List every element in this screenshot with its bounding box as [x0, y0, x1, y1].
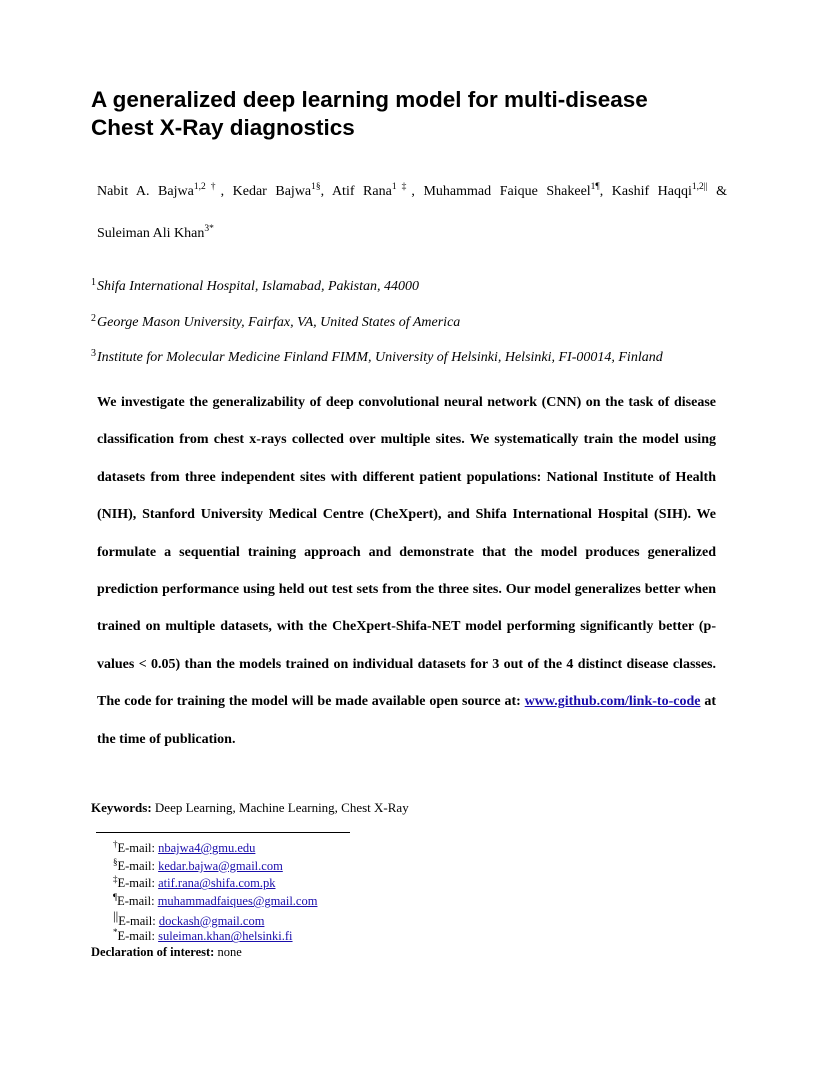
footnote-label: E-mail:	[117, 858, 159, 873]
author-marks: 1,2||	[691, 182, 708, 192]
author-separator: ,	[220, 184, 233, 199]
author-name: Muhammad Faique Shakeel	[423, 184, 591, 199]
footnote-label: E-mail:	[117, 841, 159, 855]
keywords-label: Keywords:	[91, 800, 152, 815]
footnote-mark: †	[113, 839, 118, 849]
affiliation	[91, 270, 731, 306]
author-line-1	[97, 171, 727, 213]
email-link[interactable]: dockash@gmail.com	[158, 913, 265, 928]
footnote-label: E-mail:	[117, 894, 158, 909]
affiliation-number: 1	[91, 277, 96, 288]
affiliation-number: 3	[91, 348, 96, 359]
author-marks: 1§	[311, 182, 321, 192]
footnote-mark: ||	[113, 907, 119, 923]
title-line-2: Chest X-Ray diagnostics	[91, 115, 355, 140]
footnote-mark: *	[113, 927, 118, 938]
footnote	[113, 889, 317, 907]
author-line-2	[97, 213, 727, 255]
footnote	[113, 854, 317, 872]
footnote-mark: §	[113, 856, 118, 867]
email-link[interactable]: atif.rana@shifa.com.pk	[158, 876, 276, 891]
footnote-mark: ¶	[113, 892, 118, 903]
author-marks: 1‡	[391, 182, 412, 192]
author-name: Suleiman Ali Khan	[97, 226, 205, 241]
keywords-value: Deep Learning, Machine Learning, Chest X-Ray	[154, 800, 409, 815]
author-separator: ,	[599, 184, 612, 199]
author-list	[97, 171, 727, 255]
footnote-label: E-mail:	[118, 913, 159, 928]
footnote	[113, 836, 317, 854]
affiliation-text: Institute for Molecular Medicine Finland FIMM, University of Helsinki, Helsinki, FI-00014, Finland	[97, 350, 663, 365]
abstract	[97, 384, 716, 758]
affiliation-list	[91, 270, 731, 377]
code-link[interactable]: www.github.com/link-to-code	[524, 694, 701, 710]
footnote-label: E-mail:	[117, 876, 159, 891]
author-separator: &	[707, 184, 728, 199]
affiliation	[91, 306, 731, 342]
email-link[interactable]: muhammadfaiques@gmail.com	[157, 894, 318, 909]
email-link[interactable]: kedar.bajwa@gmail.com	[158, 858, 283, 873]
footnote	[113, 907, 317, 928]
affiliation-text: Shifa International Hospital, Islamabad, Pakistan, 44000	[97, 279, 419, 294]
affiliation-number: 2	[91, 312, 96, 324]
author-separator: ,	[411, 184, 424, 199]
footnote-divider	[96, 832, 350, 833]
author-marks: 1¶	[590, 182, 600, 192]
footnote	[113, 924, 317, 942]
affiliation	[91, 341, 731, 377]
author-name: Nabit A. Bajwa	[97, 184, 194, 199]
email-link[interactable]: suleiman.khan@helsinki.fi	[158, 929, 293, 944]
affiliation-text: George Mason University, Fairfax, VA, United States of America	[97, 314, 461, 330]
abstract-text: We investigate the generalizability of deep convolutional neural network (CNN) on the task of disease classification from chest x-rays collected over multiple sites. We systematically train the model using datasets from three independent sites with different patient populations: National Institute of Health (NIH), Stanford University Medical Centre (CheXpert), and Shifa International Hospital (SIH). We formulate a sequential training approach and demonstrate that the model produces generalized prediction performance using held out test sets from the three sites. Our model generalizes better when trained on multiple datasets, with the CheXpert-Shifa-NET model performing significantly better (p-values < 0.05) than the models trained on individual datasets for 3 out of the 4 distinct disease classes. The code for training the model will be made available open source at:	[97, 395, 716, 710]
keywords	[91, 799, 409, 817]
title-line-1: A generalized deep learning model for multi-disease	[91, 87, 648, 112]
author-name: Kedar Bajwa	[232, 184, 312, 199]
author-name: Kashif Haqqi	[611, 184, 692, 199]
author-separator: ,	[320, 184, 332, 199]
footnote-label: E-mail:	[117, 929, 159, 944]
abstract-text-end: at the time of publication.	[97, 694, 716, 747]
author-marks: 3*	[204, 224, 214, 234]
email-link[interactable]: nbajwa4@gmu.edu	[158, 841, 256, 855]
footnote-list	[113, 836, 317, 942]
paper-title	[91, 86, 731, 142]
author-marks: 1,2†	[193, 182, 221, 192]
footnote-mark: ‡	[113, 874, 118, 885]
footnote	[113, 871, 317, 889]
declaration-label: Declaration of interest:	[91, 945, 215, 959]
declaration-value: none	[217, 945, 242, 959]
author-name: Atif Rana	[331, 184, 392, 199]
declaration-of-interest	[91, 944, 242, 961]
